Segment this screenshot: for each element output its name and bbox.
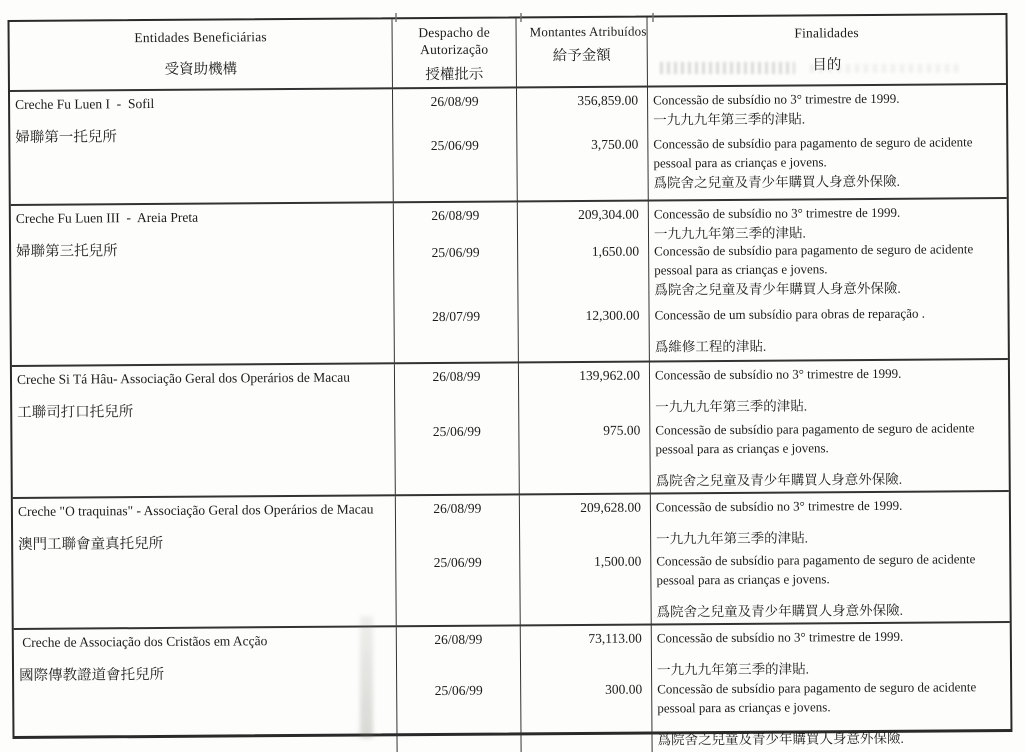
amounts-cell [519,363,651,494]
purpose-entry [656,496,1005,552]
scan-line-stub [520,13,522,22]
amount-value: 1,650.00 [591,243,640,259]
table-header-row [10,15,1006,90]
amount-value: 209,628.00 [580,499,641,516]
authorization-date: 26/08/99 [430,93,479,110]
entity-cell [12,364,396,497]
purpose-text-zh: 爲院舍之兒童及青少年購買人身意外保險. [657,730,904,748]
amount-value: 975.00 [603,422,641,438]
subsidies-table [7,13,1012,748]
entity-name-zh: 國際傳教證道會托兒所 [19,667,165,685]
purpose-text-pt: Concessão de subsídio para pagamento de seguro de acidente pessoal para as crianças e jovens. [655,420,978,457]
table-row [14,621,1011,752]
entity-cell [13,497,397,629]
header-montantes-pt: Montantes Atribuídos [529,23,647,40]
purposes-cell [652,623,1011,752]
entity-name-pt: Creche "O traquinas" - Associação Geral dos Operários de Macau [17,501,374,520]
header-despacho-zh: 授權批示 [425,66,484,83]
amount-value: 300.00 [605,682,643,698]
purpose-entry [655,304,1004,356]
amounts-cell [517,88,649,201]
purposes-cell [649,199,1008,360]
entity-name-zh: 工聯司打口托兒所 [17,404,134,421]
amounts-cell [518,202,650,362]
purpose-text-pt: Concessão de subsídio para pagamento de seguro de acidente pessoal para as crianças e jovens. [657,679,980,716]
header-montantes-zh: 給予金額 [552,48,611,65]
purpose-entry [657,628,1006,681]
purpose-text-zh: 一九九九年第三季的津貼. [653,111,806,128]
authorization-dates-cell [397,627,522,752]
purpose-text-pt: Concessão de subsídio para pagamento de seguro de acidente pessoal para as crianças e jovens. [653,134,976,171]
purpose-text-pt: Concessão de subsídio no 3° trimestre de 1999. [656,629,904,646]
table-row [13,490,1010,628]
purpose-entry [654,203,1003,243]
amount-value: 73,113.00 [588,631,642,647]
table-row [10,83,1007,204]
entity-cell [10,89,394,204]
authorization-date: 25/06/99 [432,423,481,440]
header-finalidades-pt: Finalidades [794,25,859,41]
entity-name-zh: 婦聯第三托兒所 [16,243,118,260]
amounts-cell [521,626,653,752]
scan-line-stub [395,13,397,22]
purpose-text-zh: 一九九九年第三季的津貼. [653,225,806,242]
header-montantes [516,18,647,87]
entity-cell [11,203,395,365]
purpose-text-zh: 一九九九年第三季的津貼. [655,398,808,415]
entity-cell [14,628,398,752]
amount-value: 139,962.00 [579,367,641,384]
authorization-date: 26/08/99 [431,207,480,224]
table-row [12,358,1009,497]
amount-value: 209,304.00 [578,206,639,223]
purpose-text-pt: Concessão de subsídio no 3° trimestre de 1999. [653,204,901,222]
authorization-date: 26/08/99 [434,632,483,648]
amount-value: 3,750.00 [591,136,639,152]
header-despacho [392,18,516,87]
purpose-text-zh: 爲院舍之兒童及青少年購買人身意外保險. [655,471,903,489]
authorization-dates-cell [394,202,519,362]
amount-value: 12,300.00 [585,307,640,323]
purpose-text-pt: Concessão de um subsídio para obras de reparação . [654,306,926,323]
entity-name-zh: 澳門工聯會童真托兒所 [18,536,164,554]
authorization-dates-cell [396,496,521,626]
purposes-cell [651,492,1010,624]
header-entities [10,19,393,90]
authorization-date: 25/06/99 [434,683,483,699]
entity-name-pt: Creche de Associação dos Cristãos em Acção [18,633,268,651]
purpose-text-zh: 一九九九年第三季的津貼. [656,530,809,547]
purpose-text-pt: Concessão de subsídio para pagamento de seguro de acidente pessoal para as crianças e jovens. [654,241,977,278]
entity-name-pt: Creche Fu Luen I - Sofil [15,95,155,112]
entity-name-pt: Creche Si Tá Hâu- Associação Geral dos Operários de Macau [16,369,351,387]
header-entities-pt: Entidades Beneficiárias [134,29,267,46]
entity-name-pt: Creche Fu Luen III - Areia Preta [15,209,199,226]
authorization-dates-cell [395,363,520,494]
authorization-date: 25/06/99 [430,137,479,154]
purpose-entry [655,419,1004,490]
purposes-cell [650,360,1009,493]
header-entities-zh: 受資助機構 [164,61,238,78]
authorization-date: 26/08/99 [433,500,482,517]
purpose-entry [656,550,1005,621]
table-row [11,197,1008,365]
purpose-text-zh: 爲院舍之兒童及青少年購買人身意外保險. [656,602,904,620]
header-finalidades-zh: 目的 [812,57,842,74]
entity-name-zh: 婦聯第一托兒所 [15,129,117,146]
purpose-text-zh: 爲院舍之兒童及青少年購買人身意外保險. [653,173,901,191]
purpose-entry [654,240,1003,306]
purpose-entry [653,133,1002,195]
purpose-text-zh: 爲院舍之兒童及青少年購買人身意外保險. [654,280,901,298]
header-finalidades [647,15,1005,85]
purpose-entry [655,364,1004,421]
purposes-cell [648,85,1007,199]
purpose-entry [653,89,1002,135]
header-despacho-pt: Despacho de Autorização [418,24,490,58]
purpose-text-pt: Concessão de subsídio no 3° trimestre de 1999. [655,498,903,515]
scan-line-stub [652,13,654,22]
purpose-text-pt: Concessão de subsídio no 3° trimestre de 1999. [654,365,902,383]
amount-value: 356,859.00 [577,92,639,109]
authorization-date: 26/08/99 [432,368,481,385]
amounts-cell [520,495,652,625]
authorization-date: 25/06/99 [431,244,480,261]
purpose-text-zh: 爲維修工程的津貼. [654,338,767,355]
purpose-text-pt: Concessão de subsídio para pagamento de seguro de acidente pessoal para as crianças e jovens. [656,551,979,588]
authorization-date: 28/07/99 [432,308,481,325]
purpose-text-zh: 一九九九年第三季的津貼. [656,661,809,678]
amount-value: 1,500.00 [593,553,642,570]
authorization-date: 25/06/99 [433,554,482,571]
purpose-text-pt: Concessão de subsídio no 3° trimestre de 1999. [653,90,900,108]
purpose-entry [657,679,1007,752]
authorization-dates-cell [393,88,518,201]
